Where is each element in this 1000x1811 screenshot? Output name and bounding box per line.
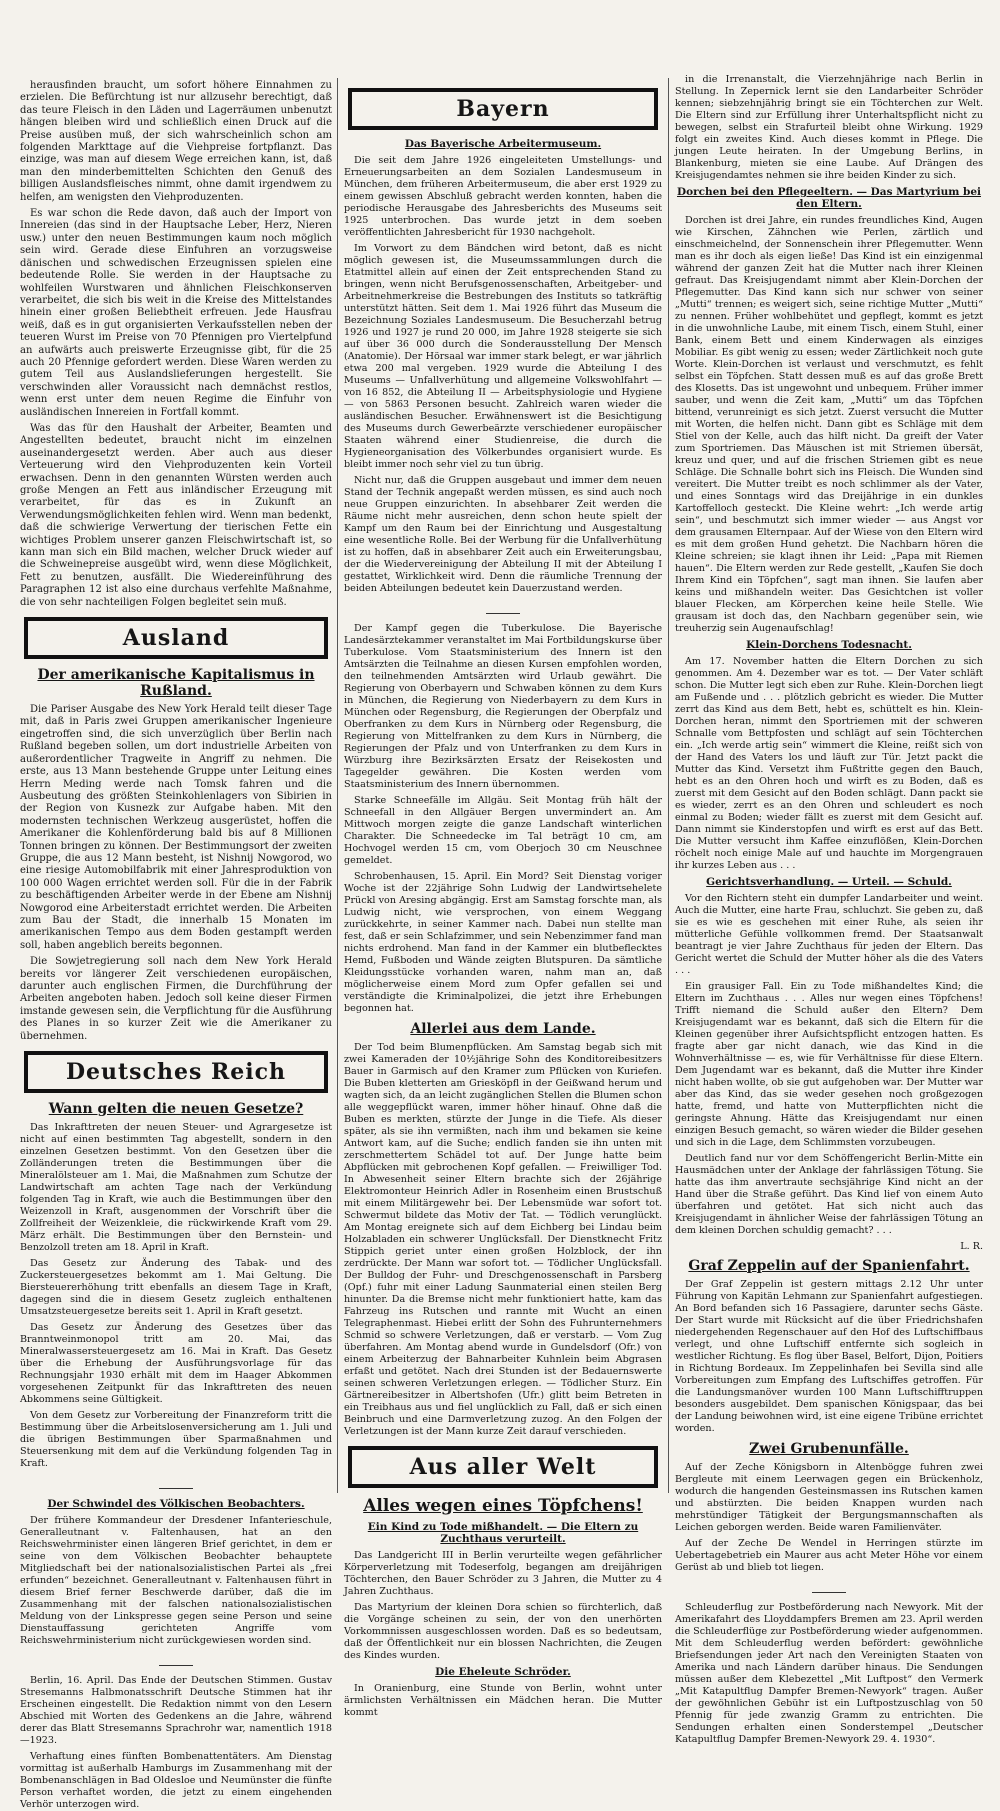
article-headline: Allerlei aus dem Lande. bbox=[410, 1021, 596, 1037]
paragraph: Dorchen ist drei Jahre, ein rundes freundliches Kind, Augen wie Kirschen, Zähnchen wie Perlen, zärtlich und einschmeichelnd, der Sonnenschein ihrer Pflegemutter. Wenn man es ihr doch als eigen ließe! Das Kind ist ein einzigenmal während der ganzen Zeit hat die Mutter nach ihrer Kleinen gefraut. Das Kreisjugendamt nimmt aber Klein-Dorchen der Pflegemutter. Das Kind kann sich nur schwer von seiner „Mutti“ trennen; es weigert sich, seine richtige Mutter „Mutti“ zu nennen. Früher wohlbehütet und gepflegt, kommt es jetzt in die unwohnliche Laube, mit einem Tisch, einem Stuhl, einer Bank, einem Bett und einem Kinderwagen als einziges Mobiliar. Es gibt wenig zu essen; weder Zärtlichkeit noch gute Worte. Klein-Dorchen ist verlaust und verschmutzt, es fehlt selbst ein Töpfchen. Statt dessen muß es auf das große Brett des Klosetts. Das ist ungewohnt und unbequem. Früher immer sauber, und wenn die Zeit kam, „Mutti“ um das Töpfchen bittend, verunreinigt es sich jetzt. Zuerst versucht die Mutter mit Worten, die helfen nicht. Dann gibt es Schläge mit dem Stiel von der Kelle, auch das hilft nicht. Da greift der Vater zum Sportriemen. Das Mäuschen ist mit Striemen übersät, kreuz und quer, und auf die frischen Striemen gibt es neue Schläge. Die Schnalle bohrt sich ins Fleisch. Die Wunden sind vereitert. Die Mutter treibt es noch schlimmer als der Vater, und eines Sonntags wird das Dreijährige in ein dunkles Kartoffelloch gesteckt. Die Kleine wehrt: „Ich werde artig sein“, und beschmutzt sich immer wieder — aus Angst vor dem grausamen Elternpaar. Auf der Wiese von den Eltern wird es mit dem großen Hund gehetzt. Die Nachbarn hören die Kleine schreien; sie klagt ihnen ihr Leid: „Papa mit Riemen hauen“. Die Eltern werden zur Rede gestellt, „Kaufen Sie doch Ihrem Kind ein Töpfchen“, sagt man ihnen. Sie laufen aber keins und mißhandeln weiter. Das Gesichtchen ist voller blauer Flecken, am Körperchen keine heile Stelle. Wie grausam ist doch das, den Nachbarn gegenüber sein, wie treuherzig sein Augenaufschlag! bbox=[675, 215, 983, 634]
paragraph: Nicht nur, daß die Gruppen ausgebaut und immer dem neuen Stand der Technik angepaßt werden müssen, es sind auch noch neue Gruppen einzurichten. In absehbarer Zeit werden die Räume nicht mehr ausreichen, denn schon heute spielt der Kampf um den Raum bei der Einrichtung und Ausgestaltung eine wesentliche Rolle. Bei der Werbung für die Unfallverhütung ist zu hoffen, daß in absehbarer Zeit auch ein Erweiterungsbau, der die Wiedervereinigung der Abteilung II mit der Abteilung I gestattet, Wirklichkeit wird. Denn die räumliche Trennung der beiden Abteilungen bedeutet kein Dauerzustand werden. bbox=[344, 475, 662, 594]
separator-rule bbox=[20, 1474, 332, 1493]
paragraph: Der frühere Kommandeur der Dresdener Infanterieschule, Generalleutnant v. Faltenhausen, hat an den Reichswehrminister einen längeren Brief gerichtet, in dem er seine von dem Völkischen Beobachter behauptete Mitgliedschaft bei der nationalsozialistischen Partei als „frei erfunden“ bezeichnet. Generalleutnant v. Faltenhausen führt in diesem Brief ferner Beschwerde darüber, daß die im Zusammenhang mit der falschen nationalsozialistischen Meldung von der Linkspresse gegen seine Person und seine Dienstauffassung gerichteten Angriffe vom Reichswehrministerium nicht zurückgewiesen worden sind. bbox=[20, 1515, 332, 1647]
paragraph: Vor den Richtern steht ein dumpfer Landarbeiter und weint. Auch die Mutter, eine harte Frau, schluchzt. Sie geben zu, daß sie es wie es geschehen mit einer Ruhe, als seien ihr mütterliche Gefühle vollkommen fremd. Der Staatsanwalt beantragt je vier Jahre Zuchthaus für jeden der Eltern. Das Gericht wertet die Schuld der Mutter höher als die des Vaters . . . bbox=[675, 893, 983, 976]
article-subheadline: Ein Kind zu Tode mißhandelt. — Die Eltern zu Zuchthaus verurteilt. bbox=[367, 1521, 639, 1545]
paragraph: Auf der Zeche De Wendel in Herringen stürzte im Uebertagebetrieb ein Maurer aus acht Meter Höhe vor einem Gerüst ab und blieb tot liegen. bbox=[675, 1538, 983, 1573]
article-headline: Das Bayerische Arbeitermuseum. bbox=[404, 138, 602, 150]
paragraph: Verhaftung eines fünften Bombenattentäters. Am Dienstag vormittag ist außerhalb Hamburgs im Zusammenhang mit der Bombenanschlägen in Bad Oldesloe und Neumünster die fünfte Person verhaftet worden, die jetzt zu einem eingehenden Verhör unterzogen wird. bbox=[20, 1751, 332, 1811]
paragraph: Auf der Zeche Königsborn in Altenbögge fuhren zwei Bergleute mit einem Leerwagen gegen ein Brückenholz, wodurch die hangenden Gesteinsmassen ins Rutschen kamen und abstürzten. Die beiden Knappen wurden nach mehrstündiger Tätigkeit der Bergungsmannschaften als Leichen geborgen werden. Beide waren Familienväter. bbox=[675, 1462, 983, 1533]
separator-rule bbox=[344, 599, 662, 618]
paragraph: Das Gesetz zur Änderung des Tabak- und des Zuckersteuergesetzes bekommt am 1. Mai Geltung. Die Biersteuererhöhung tritt ebenfalls an diesem Tage in Kraft, dagegen sind die in diesem Gesetz zugleich enthaltenen Umsatzsteuergesetze bereits seit 1. April in Kraft gesetzt. bbox=[20, 1258, 332, 1318]
paragraph: In Oranienburg, eine Stunde von Berlin, wohnt unter ärmlichsten Verhältnissen ein Mädchen heran. Die Mutter kommt bbox=[344, 1683, 662, 1718]
paragraph: Ein grausiger Fall. Ein zu Tode mißhandeltes Kind; die Eltern im Zuchthaus . . . Alles nur wegen eines Töpfchens! Trifft niemand die Schuld außer den Eltern? Dem Kreisjugendamt war es bekannt, daß sich die Eltern für die Kleinen gegenüber ihrer Aufsichtspflicht entzogen hatten. Es fragte aber gar nicht danach, wie das Kind in die Wohnverhältnisse — es, wie für Verhältnisse für diese Eltern. Dem Jugendamt war es bekannt, daß die Mutter ihre Kinder nicht haben wollte, ob sie gut aufgehoben war. Der Mutter war aber das Kind, das sie weder gesehen noch großgezogen hatte, fremd, und hatte von Mutterpflichten nicht die geringste Ahnung. Hätte das Kreisjugendamt nur einen einzigen Besuch gemacht, so wären wieder die Bilder gesehen und sich in die Lage, dem Schlimmsten vorzubeugen. bbox=[675, 981, 983, 1148]
article-subheadline: Klein-Dorchens Todesnacht. bbox=[746, 639, 912, 651]
section-box-deutsches-reich: Deutsches Reich bbox=[24, 1051, 328, 1093]
column-right bbox=[675, 74, 983, 1745]
article-headline: Graf Zeppelin auf der Spanienfahrt. bbox=[688, 1258, 970, 1274]
section-box-bayern: Bayern bbox=[348, 88, 658, 130]
article-subheadline: Gerichtsverhandlung. — Urteil. — Schuld. bbox=[706, 876, 952, 888]
article-headline: Der Schwindel des Völkischen Beobachters. bbox=[47, 1498, 305, 1511]
paragraph: Im Vorwort zu dem Bändchen wird betont, daß es nicht möglich gewesen ist, die Museumssammlungen durch die Etatmittel allein auf einen der Zeit entsprechenden Stand zu bringen, wenn nicht Berufsgenossenschaften, Arbeitgeber- und Arbeitnehmerkreise die Bestrebungen des Instituts so tatkräftig unterstützt hätten. Seit dem 1. Mai 1926 führt das Museum die Bezeichnung Soziales Landesmuseum. Die Besucherzahl betrug 1926 und 1927 je rund 20 000, im Jahre 1928 steigerte sie sich auf über 36 000 durch die Sonderausstellung Der Mensch (Anatomie). Der Hörsaal war immer stark belegt, er war jährlich etwa 200 mal vergeben. 1929 wurde die Abteilung I des Museums — Unfallverhütung und allgemeine Volkswohlfahrt — von 16 852, die Abteilung II — Arbeitsphysiologie und Hygiene — von 5863 Personen besucht. Zahlreich waren wieder die ausländischen Besucher. Erwähnenswert ist die Besichtigung des Museums durch Gewerbeärzte verschiedener europäischer Staaten während einer Studienreise, die durch die Hygieneorganisation des Völkerbundes organisiert wurde. Es bleibt immer noch sehr viel zu tun übrig. bbox=[344, 243, 662, 470]
paragraph: Berlin, 16. April. Das Ende der Deutschen Stimmen. Gustav Stresemanns Halbmonatsschrift Deutsche Stimmen hat ihr Erscheinen eingestellt. Die Redaktion nimmt von den Lesern Abschied mit Worten des Gedenkens an die Jahre, während derer das Blatt Stresemanns Sprachrohr war, namentlich 1918—1923. bbox=[20, 1675, 332, 1747]
paragraph: Der Tod beim Blumenpflücken. Am Samstag begab sich mit zwei Kameraden der 10½jährige Sohn des Konditoreibesitzers Bauer in Garmisch auf den Kramer zum Pflücken von Kuriefen. Die Buben kletterten am Griesköpfl in der Geißwand herum und wagten sich, da an leicht zugänglichen Stellen die Blumen schon alle weggepflückt waren, immer höher hinauf. Ohne daß die Buben es merkten, stürzte der Junge in die Tiefe. Als dieser später, als sie ihn vermißten, nach ihm und bekamen sie keine Antwort kam, auf die Suche; endlich fanden sie ihn unten mit zerschmettertem Schädel tot auf. Der Junge hatte beim Abpflücken mit gebrochenen Kopf gefallen. — Freiwilliger Tod. In Abwesenheit seiner Eltern brachte sich der 26jährige Elektromonteur Heinrich Adler in Rosenheim einen Brustschuß mit einem Militärgewehr bei. Der Lebensmüde war sofort tot. Schwermut bildete das Motiv der Tat. — Tödlich verunglückt. Am Montag ereignete sich auf dem Eichberg bei Lindau beim Holzabladen ein schwerer Unglücksfall. Der Dienstknecht Fritz Stippich geriet unter einen großen Holzblock, der ihn zerdrückte. Der Mann war sofort tot. — Tödlicher Unglücksfall. Der Bulldog der Fuhr- und Dreschgenossenschaft in Parsberg (Opf.) fuhr mit einer Ladung Saunmaterial einen steilen Berg hinunter. Da die Bremse nicht mehr funktioniert hatte, kam das Fahrzeug ins Rutschen und rannte mit Wucht an einen Telegraphenmast. Hiebei erlitt der Sohn des Fuhrunternehmers Schmid so schwere Verletzungen, daß er verstarb. — Vom Zug überfahren. Am Montag abend wurde in Gundelsdorf (Ofr.) von einem Arbeiterzug der Bahnarbeiter Kuhnlein beim Abgrasen erfaßt und getötet. Nach drei Stunden ist der Bedauernswerte seinen schweren Verletzungen erlegen. — Tödlicher Sturz. Ein Gärtnereibesitzer in Albertshofen (Ufr.) glitt beim Betreten in ein Treibhaus aus und fiel unglücklich zu Fall, daß er sich einen Beinbruch und eine Darmverletzung zuzog. An den Folgen der Verletzungen ist der Mann kurze Zeit darauf verschieden. bbox=[344, 1042, 662, 1437]
separator-rule bbox=[20, 1651, 332, 1670]
paragraph: Der Graf Zeppelin ist gestern mittags 2.12 Uhr unter Führung von Kapitän Lehmann zur Spanienfahrt aufgestiegen. An Bord befanden sich 16 Passagiere, darunter sechs Gäste. Der Start wurde mit Rücksicht auf die über Friedrichshafen niedergehenden Regenschauer auf den Hof des Luftschiffbaus verlegt, und ohne Luftschiff entfernte sich sogleich in westlicher Richtung. Es flog über Basel, Belfort, Dijon, Poitiers in Richtung Bordeaux. Im Zeppelinhafen bei Sevilla sind alle Vorbereitungen zum Empfang des Luftschiffes getroffen. Für die Landungsmanöver wurden 100 Mann Luftschifftruppen besonders ausgebildet. Dem spanischen Königspaar, das bei der Landung beiwohnen wird, ist eine eigene Tribüne errichtet worden. bbox=[675, 1279, 983, 1434]
paragraph: Das Martyrium der kleinen Dora schien so fürchterlich, daß die Vorgänge scheinen zu sein, der von den unerhörten Vorkommnissen ausgeschlossen worden. Daß es so bedeutsam, daß der Öffentlichkeit nur ein blossen Nachrichten, die Zeugen des Kindes wurden. bbox=[344, 1602, 662, 1661]
paragraph: in die Irrenanstalt, die Vierzehnjährige nach Berlin in Stellung. In Zepernick lernt sie den Landarbeiter Schröder kennen; siebzehnjährig bringt sie ein Töchterchen zur Welt. Die Eltern sind zur Erfüllung ihrer Unterhaltspflicht nicht zu bewegen, selbst ein Strafurteil bleibt ohne Wirkung. 1929 folgt ein zweites Kind. Auch dieses kommt in Pflege. Die jungen Leute heiraten. In der Umgebung Berlins, in Blankenburg, mieten sie eine Laube. Auf Drängen des Kreisjugendamtes nehmen sie ihre beiden Kinder zu sich. bbox=[675, 74, 983, 181]
paragraph: Starke Schneefälle im Allgäu. Seit Montag früh hält der Schneefall in den Allgäuer Bergen unvermindert an. Am Mittwoch morgen zeigte die ganze Landschaft winterlichen Charakter. Die Schneedecke im Tal beträgt 10 cm, am Hochvogel werden 15 cm, vom Oberjoch 30 cm Neuschnee gemeldet. bbox=[344, 795, 662, 866]
column-divider bbox=[668, 78, 669, 1493]
article-headline: Wann gelten die neuen Gesetze? bbox=[48, 1101, 304, 1118]
paragraph: Die Pariser Ausgabe des New York Herald teilt dieser Tage mit, daß in Paris zwei Gruppen amerikanischer Ingenieure eingetroffen sind, die sich unverzüglich über Berlin nach Rußland begeben sollen, um dort industrielle Arbeiten von außerordentlicher Tragweite in Angriff zu nehmen. Die erste, aus 13 Mann bestehende Gruppe unter Leitung eines Herrn Meding werde nach Tomsk fahren und die Ausbeutung des größten Steinkohlenlagers von Sibirien in der Region von Kusnezk zur Aufgabe haben. Mit den modernsten technischen Werkzeug ausgerüstet, hoffen die Amerikaner die Kohlenförderung bald bis auf 8 Millionen Tonnen bringen zu können. Der Bestimmungsort der zweiten Gruppe, die aus 12 Mann besteht, ist Nishnij Nowgorod, wo eine riesige Automobilfabrik mit einer Jahresproduktion von 100 000 Wagen errichtet werden soll. Für die in der Fabrik zu beschäftigenden Arbeiter werde in der Ebene am Nishnij Nowgorod eine Arbeiterstadt errichtet werden. Die Arbeiten zum Bau der Stadt, die innerhalb 15 Monaten im amerikanischen Tempo aus dem Boden gestampft werden soll, haben angeblich bereits begonnen. bbox=[20, 704, 332, 951]
article-subheadline: Dorchen bei den Pflegeeltern. — Das Martyrium bei den Eltern. bbox=[677, 186, 981, 210]
separator-rule bbox=[675, 1578, 983, 1597]
paragraph: Was das für den Haushalt der Arbeiter, Beamten und Angestellten bedeutet, braucht nicht im einzelnen auseinandergesetzt werden. Aber auch aus dieser Verteuerung wird den Viehproduzenten kein Vorteil erwachsen. Denn in den genannten Würsten werden auch große Mengen an Fett aus inländischer Erzeugung mit verarbeitet, für das es in Zukunft an Verwendungsmöglichkeiten fehlen wird. Wenn man bedenkt, daß die schwierige Verwertung der tierischen Fette ein wichtiges Problem unserer ganzen Fleischwirtschaft ist, so kann man sich ein Bild machen, welcher Druck wieder auf die Schweinepreise ausgeübt wird, wenn diese Möglichkeit, Fett zu benutzen, ausfällt. Die Wiedereinführung des Paragraphen 12 ist also eine durchaus verfehlte Maßnahme, die von sehr nachteiligen Folgen begleitet sein muß. bbox=[20, 422, 332, 608]
section-box-ausland: Ausland bbox=[24, 617, 328, 659]
article-headline: Zwei Grubenunfälle. bbox=[749, 1441, 909, 1457]
column-left bbox=[20, 80, 332, 1811]
paragraph: Schleuderflug zur Postbeförderung nach Newyork. Mit der Amerikafahrt des Lloyddampfers Bremen am 23. April werden die Schleuderflüge zur Postbeförderung wieder aufgenommen. Mit dem Schleuderflug werden befördert: gewöhnliche Briefsendungen jeder Art nach den Vereinigten Staaten von Amerika und nach Ländern darüber hinaus. Die Sendungen müssen außer dem Klebezettel „Mit Luftpost“ den Vermerk „Mit Katapultflug Dampfer Bremen-Newyork“ tragen. Außer der gewöhnlichen Gebühr ist ein Luftpostzuschlag von 50 Pfennig für jede zwanzig Gramm zu entrichten. Die Sendungen erhalten einen Sonderstempel „Deutscher Katapultflug Dampfer Bremen-Newyork 29. 4. 1930“. bbox=[675, 1602, 983, 1745]
paragraph: Die Sowjetregierung soll nach dem New York Herald bereits vor längerer Zeit verschiedenen europäischen, darunter auch englischen Firmen, die Durchführung der Arbeiten angeboten haben. Jedoch soll keine dieser Firmen imstande gewesen sein, die Verpflichtung für die Ausführung des Planes in so kurzer Zeit wie die Amerikaner zu übernehmen. bbox=[20, 956, 332, 1042]
section-box-aus-aller-welt: Aus aller Welt bbox=[348, 1446, 658, 1488]
paragraph: Der Kampf gegen die Tuberkulose. Die Bayerische Landesärztekammer veranstaltet im Mai Fortbildungskurse über Tuberkulose. Vom Staatsministerium des Innern ist den Amtsärzten die Teilnahme an diesen Kursen empfohlen worden, den teilnehmenden Amtsärzten wird Urlaub gewährt. Die Regierung von Oberbayern und Schwaben können zu dem Kurs in München, die Regierung von Niederbayern zu dem Kurs in München oder Regensburg, die Regierungen der Oberpfalz und Oberfranken zu dem Kurs in Nürnberg oder Regensburg, die Regierung von Mittelfranken zu dem Kurs in Nürnberg, die Regierungen der Pfalz und von Unterfranken zu dem Kurs in Würzburg ihre Bezirksärzten Ersatz der Reisekosten und Tagegelder gewähren. Die Kosten werden vom Staatsministerium des Innern übernommen. bbox=[344, 623, 662, 790]
paragraph: Das Landgericht III in Berlin verurteilte wegen gefährlicher Körperverletzung mit Todeserfolg, begangen am dreijährigen Töchterchen, den Bauer Schröder zu 3 Jahren, die Mutter zu 4 Jahren Zuchthaus. bbox=[344, 1550, 662, 1597]
paragraph: Schrobenhausen, 15. April. Ein Mord? Seit Dienstag voriger Woche ist der 22jährige Sohn Ludwig der Landwirtsehelete Prückl von Aresing abgängig. Erst am Samstag forschte man, als Ludwig nicht, wie versprochen, von einem Weggang zurückkehrte, in seiner Kammer nach. Dabei nun stellte man fest, daß er sein Schlafzimmer, und sein Nebenzimmer fand man nichts erdrohend. Man fand in der Kammer ein blutbeflecktes Hemd, Fußboden und Wände zeigten Blutspuren. Da sämtliche Kleidungsstücke vorhanden waren, nahm man an, daß möglicherweise einem Mord zum Opfer gefallen sei und verständigte die Kriminalpolizei, die jetzt ihre Erhebungen begonnen hat. bbox=[344, 871, 662, 1014]
column-divider bbox=[337, 78, 338, 1493]
paragraph: Das Gesetz zur Änderung des Gesetzes über das Branntweinmonopol tritt am 20. Mai, das Mineralwassersteuergesetz am 16. Mai in Kraft. Das Gesetz über die Erhebung der Ausführungsvorlage für das Rechnungsjahr 1930 erhält mit dem im Haager Abkommen vorgesehenen Zeitpunkt für das Inkrafttreten des neuen Abkommens seine Gültigkeit. bbox=[20, 1322, 332, 1406]
article-subheadline: Die Eheleute Schröder. bbox=[435, 1666, 571, 1678]
paragraph: herausfinden braucht, um sofort höhere Einnahmen zu erzielen. Die Befürchtung ist nur allzusehr berechtigt, daß das teure Fleisch in den Läden und Lagerräumen unbenutzt hängen bleiben wird und schließlich einen Druck auf die Preise ausüben muß, der sich wahrscheinlich schon am folgenden Markttage auf die Viehpreise fortpflanzt. Das einzige, was man auf diesem Wege erreichen kann, ist, daß man den minderbemittelten Schichten den Genuß des billigen Auslandsfleisches nimmt, ohne damit irgendwem zu helfen, am wenigsten den Viehproduzenten. bbox=[20, 80, 332, 203]
paragraph: Die seit dem Jahre 1926 eingeleiteten Umstellungs- und Erneuerungsarbeiten an dem Sozialen Landesmuseum in München, dem früheren Arbeitermuseum, die aber erst 1929 zu einem gewissen Abschluß gebracht werden konnten, haben die periodische Herausgabe des Jahresberichts des Museums seit 1925 unterbrochen. Das wurde jetzt in dem soeben veröffentlichten Jahresbericht für 1930 nachgeholt. bbox=[344, 155, 662, 238]
column-middle bbox=[344, 80, 662, 1718]
article-headline: Der amerikanische Kapitalismus in Rußland. bbox=[37, 667, 315, 700]
author-signature: L. R. bbox=[960, 1241, 983, 1252]
paragraph: Das Inkrafttreten der neuen Steuer- und Agrargesetze ist nicht auf einen bestimmten Tag abgestellt, sondern in den einzelnen Gesetzen bestimmt. Von den Gesetzen über die Zolländerungen treten die Bestimmungen über die Mineralölsteuer am 1. Mai, die Maßnahmen zum Schutze der Landwirtschaft am achten Tage nach der Verkündung folgenden Tag in Kraft, wie auch die Bestimmungen über den Weizenzoll in Kraft, ausgenommen der Vorschrift über die Zollfreiheit der Weizenkleie, die rückwirkende Kraft vom 29. März erhält. Die Bestimmungen über den Bernstein- und Benzolzoll treten am 18. April in Kraft. bbox=[20, 1122, 332, 1254]
article-headline: Alles wegen eines Töpfchens! bbox=[363, 1496, 643, 1516]
paragraph: Von dem Gesetz zur Vorbereitung der Finanzreform tritt die Bestimmung über die Arbeitslosenversicherung am 1. Juli und die übrigen Bestimmungen über Sparmaßnahmen und Steuersenkung mit dem auf die Verkündung folgenden Tag in Kraft. bbox=[20, 1410, 332, 1470]
paragraph: Es war schon die Rede davon, daß auch der Import von Innereien (das sind in der Hauptsache Leber, Herz, Nieren usw.) unter den neuen Bestimmungen kaum noch möglich sein wird. Gerade diese Einfuhren an vorzugsweise dänischen und schwedischen Erzeugnissen spielen eine bedeutende Rolle. Sie werden in der Hauptsache zu wohlfeilen Wurstwaren und ähnlichen Fleischkonserven verarbeitet, die sich bis weit in die Kreise des Mittelstandes hinein einer großen Beliebtheit erfreuen. Jede Hausfrau weiß, daß es in gut organisierten Verkaufsstellen neben der teueren Wurst im Preise von 70 Pfennigen pro Viertelpfund an aufwärts auch preiswerte Erzeugnisse gibt, für die 25 auch 20 Pfennige gefordert werden. Diese Waren werden zu gutem Teil aus Auslandslieferungen hergestellt. Sie verschwinden aller Voraussicht nach demnächst restlos, wenn erst unter dem neuen Regime die Einfuhr von ausländischen Innereien in Fortfall kommt. bbox=[20, 208, 332, 418]
paragraph: Deutlich fand nur vor dem Schöffengericht Berlin-Mitte ein Hausmädchen unter der Anklage der fahrlässigen Tötung. Sie hatte das ihm anvertraute sechsjährige Kind nicht an der Hand über die Straße geführt. Das Kind lief von einem Auto überfahren und getötet. Hat sich nicht auch das Kreisjugendamt in ähnlicher Weise der fahrlässigen Tötung an dem kleinen Dorchen schuldig gemacht? . . . bbox=[675, 1153, 983, 1236]
paragraph: Am 17. November hatten die Eltern Dorchen zu sich genommen. Am 4. Dezember war es tot. — Der Vater schläft schon. Die Mutter legt sich eben zur Ruhe. Klein-Dorchen liegt am Fußende und . . . plötzlich gebricht es wieder. Die Mutter zerrt das Kind aus dem Bett, hebt es, schüttelt es hin. Klein-Dorchen heran, nimmt den Sportriemen mit der schweren Schnalle vom Bettpfosten und schlägt auf sein Töchterchen ein. „Ich werde artig sein“ wimmert die Kleine, reißt sich von der Hand des Vaters los und läuft zur Tür. Jetzt packt die Mutter das Kind. Versetzt ihm Fußtritte gegen den Bauch, hebt es an den Ohren hoch und wirft es zu Boden, daß es zuerst mit dem Gesicht auf den Boden schlägt. Dann packt sie es wieder, zerrt es an den Ohren und schleudert es noch einmal zu Boden; wieder fällt es zuerst mit dem Gesicht auf. Dann nimmt sie Kinderstopfen und wirft es erst auf das Bett. Die Mutter versucht ihm Kaffee einzuflößen, Klein-Dorchen röchelt noch einige Male auf und hauchte im Morgengrauen ihr kurzes Leben aus . . . bbox=[675, 656, 983, 871]
